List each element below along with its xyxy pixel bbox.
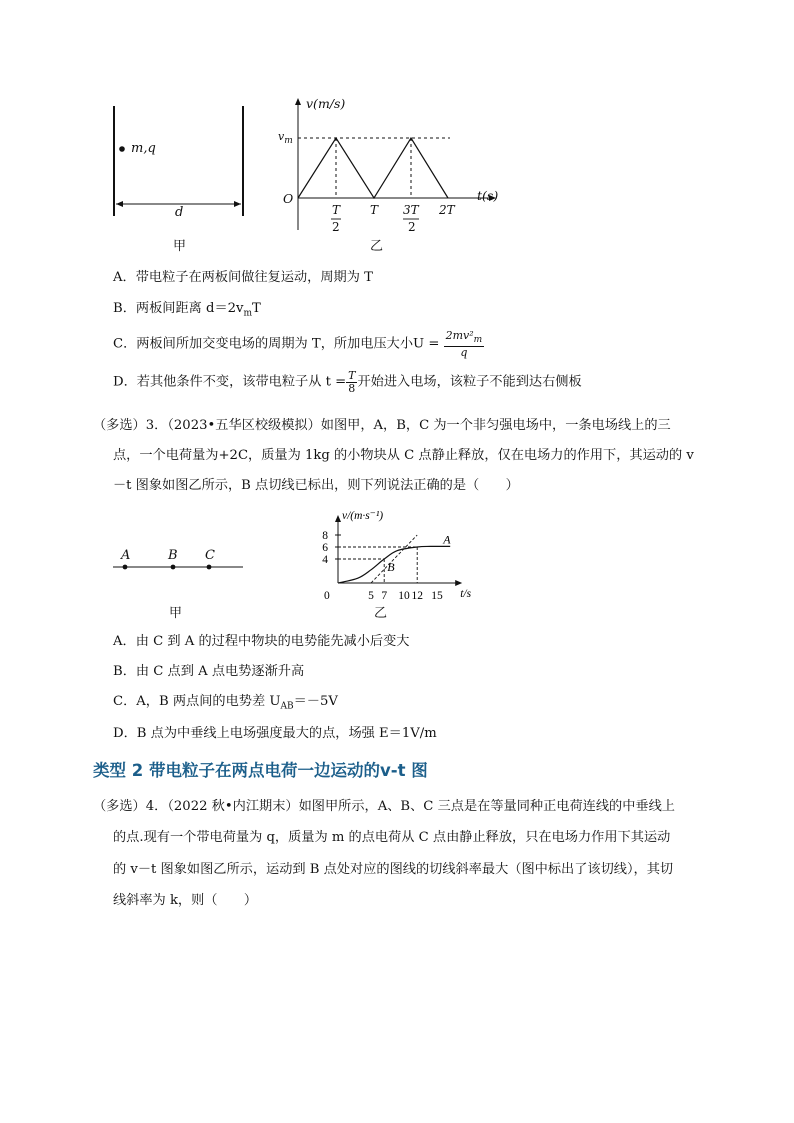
figure-caption-jia-2: 甲 bbox=[169, 606, 183, 621]
vt-tick-2T: 2T bbox=[439, 203, 455, 217]
particle-dot bbox=[119, 146, 125, 152]
tangent-line bbox=[371, 535, 417, 583]
q3-option-a: A．由 C 到 A 的过程中物块的电势能先减小后变大 bbox=[113, 634, 410, 649]
curve-point-a: A bbox=[443, 532, 451, 547]
point-c-label: C bbox=[205, 548, 215, 563]
vt-xaxis-label: t(s) bbox=[477, 188, 499, 203]
q3-option-b: B．由 C 点到 A 点电势逐渐升高 bbox=[113, 664, 305, 679]
vt-yaxis-label: v(m/s) bbox=[306, 96, 346, 111]
x-axis-arrow bbox=[455, 580, 462, 586]
curve-point-b: B bbox=[387, 560, 395, 574]
figure-vt-triangle bbox=[270, 92, 510, 262]
y-axis-arrow bbox=[335, 515, 341, 522]
q4-stem-line1: （多选）4．（2022 秋•内江期末）如图甲所示，A、B、C 三点是在等量同种正电荷连线的中垂线上 bbox=[93, 799, 675, 814]
vt-origin-label: O bbox=[283, 191, 294, 206]
q2-option-a: A．带电粒子在两板间做往复运动，周期为 T bbox=[113, 270, 373, 285]
vt-curve-svg bbox=[312, 503, 482, 623]
vt-tick-three-num: 3T bbox=[403, 203, 419, 217]
voltage-fraction: $\frac{2mv^2_m}{q}$ bbox=[445, 329, 483, 360]
point-a-label: A bbox=[121, 548, 131, 563]
vt-tick-T: T bbox=[370, 203, 379, 217]
x-tick-label: 10 bbox=[398, 590, 410, 602]
vt-ytick-vm: $v_m$ bbox=[278, 130, 293, 147]
figure-field-line bbox=[105, 540, 255, 620]
q2-option-d: D．若其他条件不变，该带电粒子从 t = $\frac{T}{8}$ 开始进入电场，该粒子不能到达右侧板 bbox=[113, 369, 582, 395]
vt-curve-chart bbox=[312, 503, 482, 623]
y-tick-label: 4 bbox=[322, 554, 328, 566]
particle-label: m,q bbox=[131, 141, 156, 156]
q4-stem-line4: 线斜率为 k，则（ ） bbox=[113, 893, 258, 908]
q4-stem-line2: 的点.现有一个带电荷量为 q，质量为 m 的点电荷从 C 点由静止释放，只在电场力作用下其运动 bbox=[113, 830, 671, 845]
q3-stem-line3: －t 图象如图乙所示，B 点切线已标出，则下列说法正确的是（ ） bbox=[113, 478, 519, 493]
y-axis-label: v/(m·s⁻¹) bbox=[342, 510, 384, 522]
x-tick-label: 12 bbox=[411, 590, 423, 602]
x-tick-label: 5 bbox=[368, 590, 374, 602]
time-fraction: $\frac{T}{8}$ bbox=[348, 369, 356, 395]
y-tick-label: 6 bbox=[322, 542, 328, 554]
vt-tick-three-den: 2 bbox=[408, 220, 416, 234]
figure-caption-yi: 乙 bbox=[370, 239, 384, 254]
x-tick-label: 7 bbox=[381, 590, 388, 602]
origin-label: 0 bbox=[324, 590, 330, 602]
q3-stem-line1: （多选）3．（2023•五华区校级模拟）如图甲，A，B，C 为一个非匀强电场中，一条电场线上的三 bbox=[93, 418, 671, 433]
figure-plates bbox=[105, 100, 255, 260]
q3-option-c: C．A，B 两点间的电势差 $U_{AB}=-5V$ bbox=[113, 694, 338, 712]
q2-option-c: C．两板间所加交变电场的周期为 T，所加电压大小U = $\frac{2mv^2_m}{q}$ bbox=[113, 329, 483, 360]
section-heading: 类型 2 带电粒子在两点电荷一边运动的v-t 图 bbox=[93, 761, 428, 780]
vt-tick-half-den: 2 bbox=[332, 220, 340, 234]
figure-caption-yi-2: 乙 bbox=[374, 606, 388, 621]
vt-triangle-plot bbox=[270, 92, 510, 262]
distance-label: d bbox=[175, 205, 184, 220]
vt-tick-half-num: T bbox=[332, 203, 341, 217]
q3-stem-line2: 点，一个电荷量为+2C，质量为 1kg 的小物块从 C 点静止释放，仅在电场力的作用下，其运动的 v bbox=[113, 448, 694, 463]
q3-option-d: D．B 点为中垂线上电场强度最大的点，场强 E＝1V/m bbox=[113, 726, 437, 741]
x-axis-label: t/s bbox=[460, 588, 472, 600]
point-b-label: B bbox=[168, 548, 178, 563]
q2-option-b: B．两板间距离 $d=2v_mT$ bbox=[113, 301, 261, 319]
figure-caption-jia: 甲 bbox=[173, 239, 187, 254]
x-tick-label: 15 bbox=[431, 590, 443, 602]
y-tick-label: 8 bbox=[322, 530, 328, 542]
q4-stem-line3: 的 v－t 图象如图乙所示，运动到 B 点处对应的图线的切线斜率最大（图中标出了该切线），其切 bbox=[113, 862, 674, 877]
